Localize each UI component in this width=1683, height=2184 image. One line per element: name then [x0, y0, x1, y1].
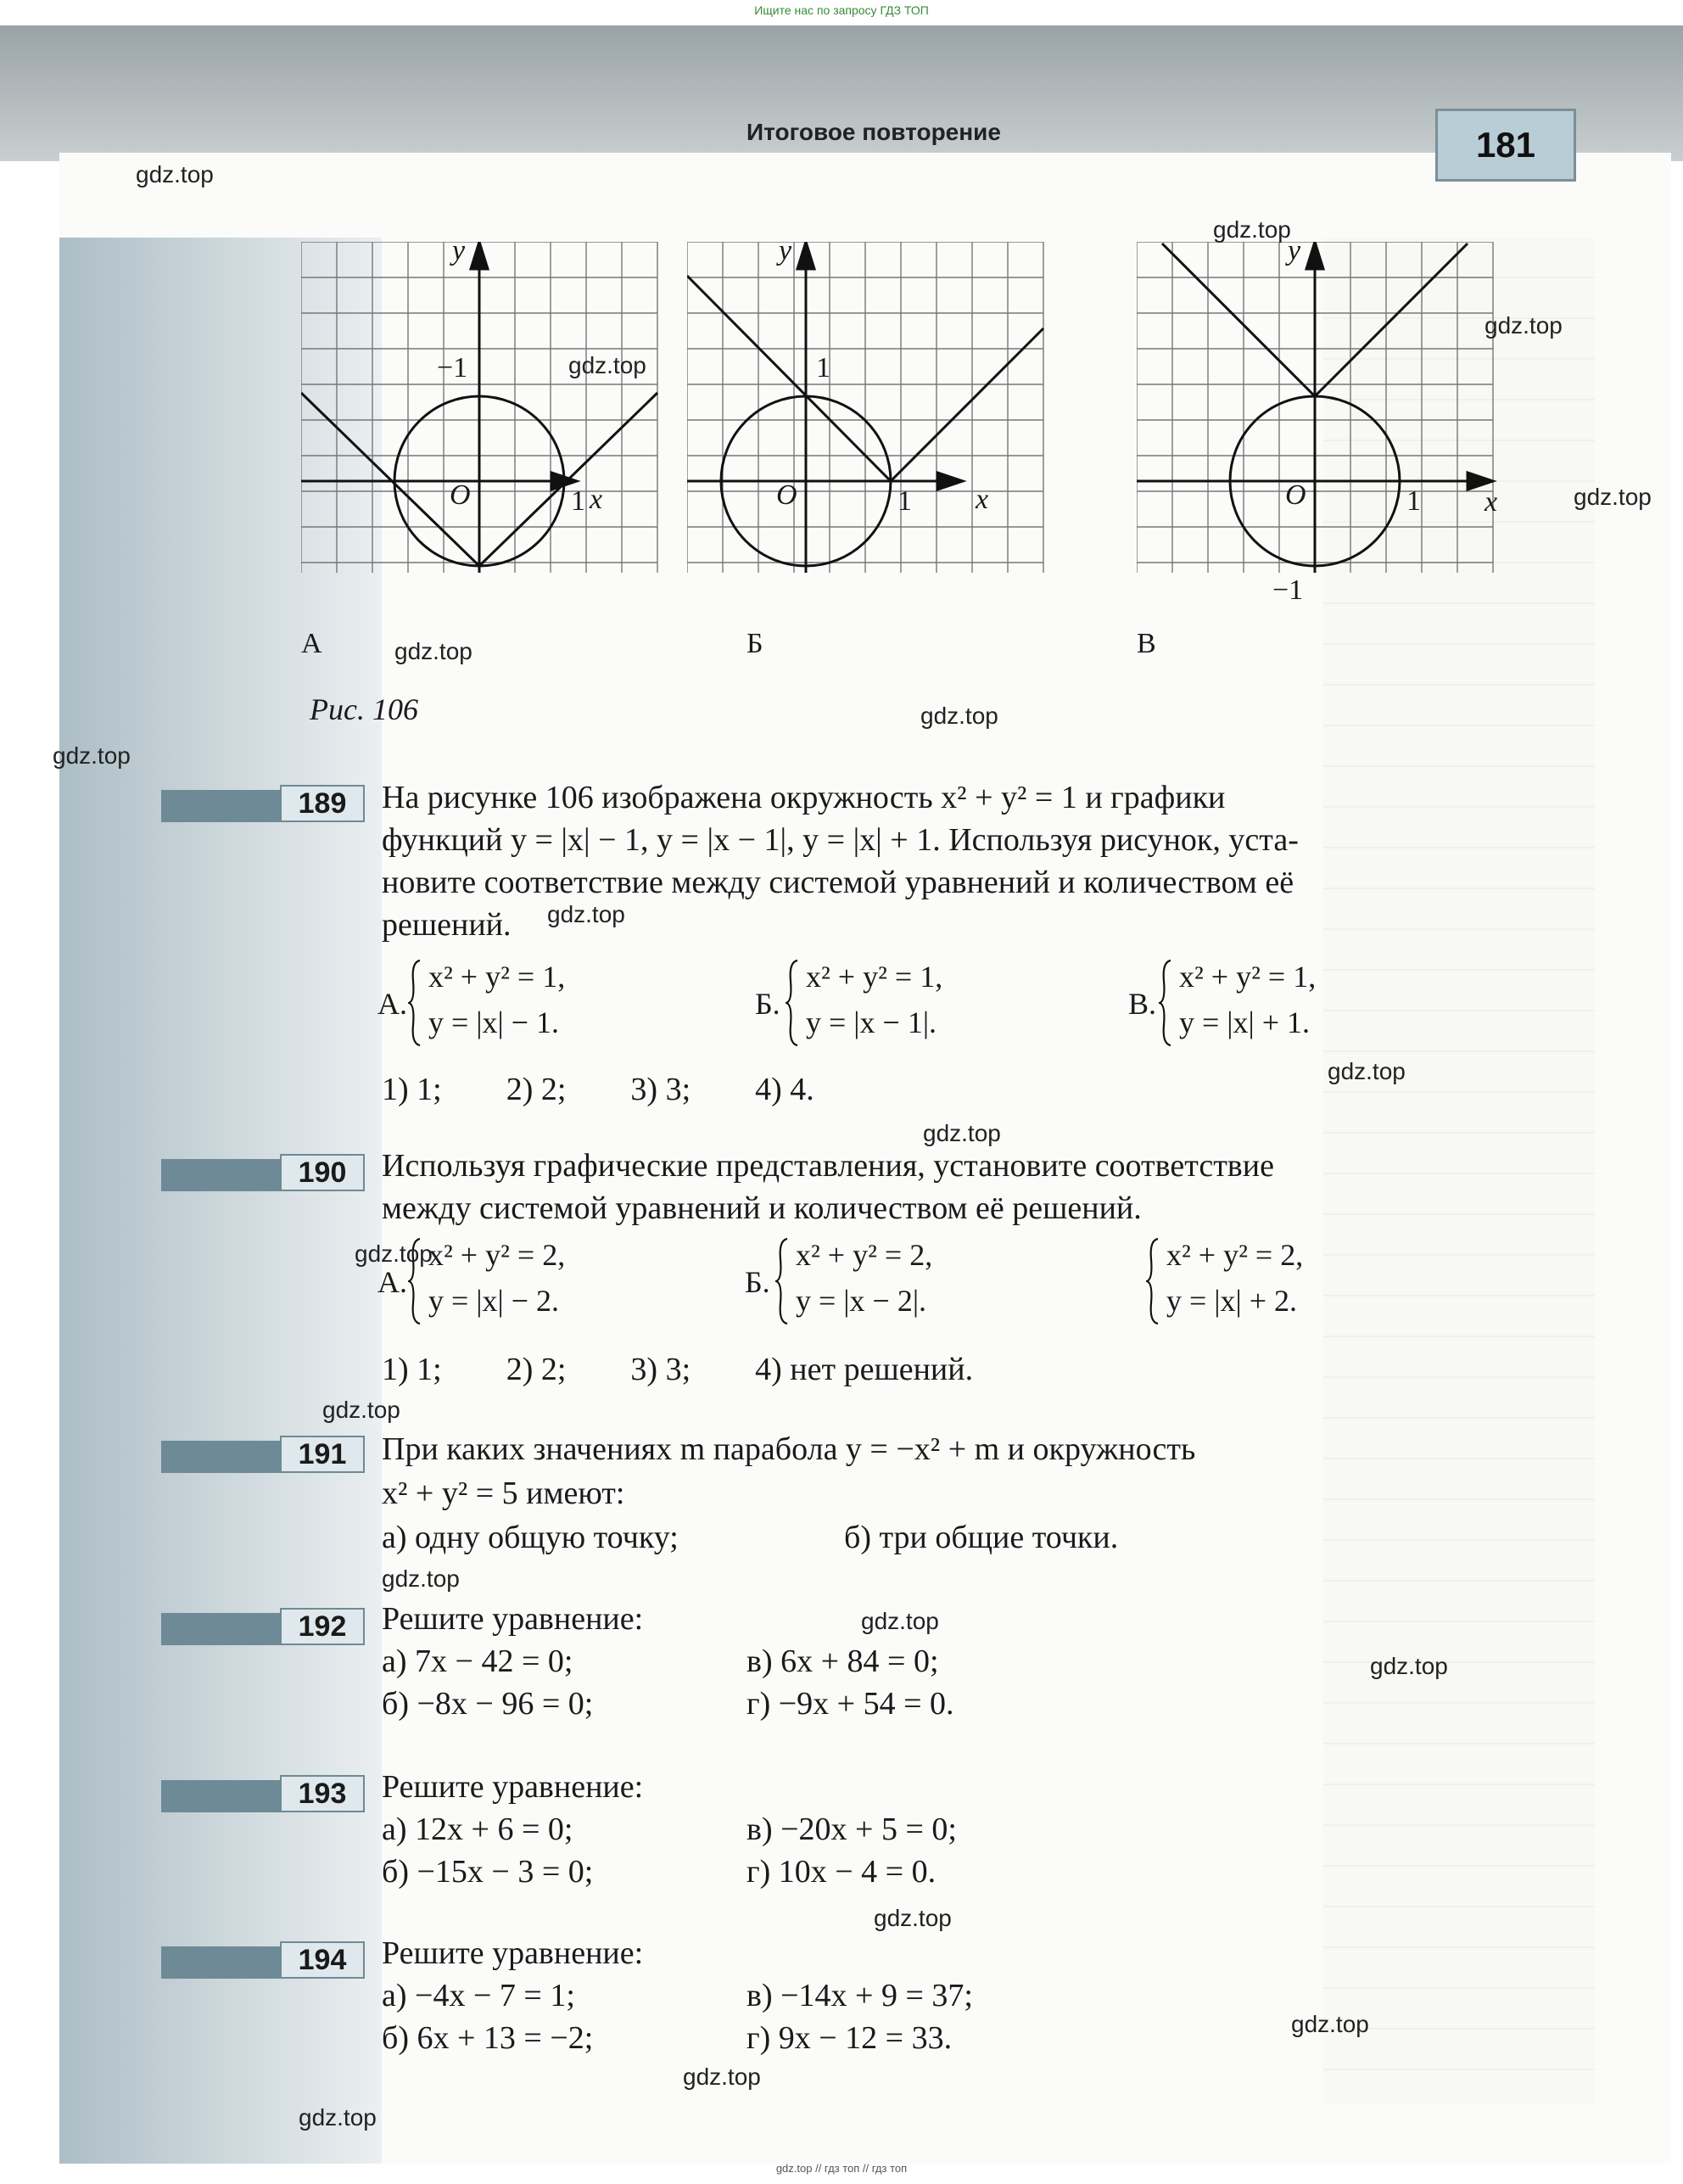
running-title: Итоговое повторение: [746, 119, 1001, 145]
y-axis-label: y: [779, 235, 792, 266]
task-number: 191: [280, 1436, 365, 1473]
task-194-tag: [161, 1941, 372, 1979]
x-axis-label: x: [976, 484, 989, 515]
system-label: Б.: [745, 1265, 770, 1299]
task-192-tag: [161, 1608, 372, 1645]
graph-a-canvas: [301, 242, 670, 577]
task-190-text-2: между системой уравнений и количеством её решений.: [382, 1190, 1142, 1226]
equation-2: y = |x| − 2.: [428, 1284, 560, 1318]
task-number: 193: [280, 1775, 365, 1812]
x-axis-label: x: [590, 484, 603, 515]
origin-label: O: [776, 479, 797, 511]
watermark: gdz.top: [920, 703, 998, 729]
task-tag-bar: [161, 790, 280, 822]
watermark: gdz.top: [568, 352, 646, 378]
task-192-c: в) 6x + 84 = 0;: [746, 1644, 939, 1679]
brace-icon: [408, 959, 422, 1047]
x-axis-arrow: [937, 473, 963, 490]
task-189-text-3: новите соответствие между системой уравнений и количеством её: [382, 865, 1294, 900]
equation-1: x² + y² = 1,: [1179, 960, 1317, 994]
y-axis-arrow: [471, 242, 488, 269]
watermark: gdz.top: [1574, 484, 1652, 510]
task-190-answers: 1) 1; 2) 2; 3) 3; 4) нет решений.: [382, 1352, 974, 1387]
bottom-note: gdz.top // гдз топ // гдз топ: [775, 2162, 908, 2175]
equation-2: y = |x| + 2.: [1166, 1284, 1298, 1318]
task-tag-bar: [161, 1780, 280, 1812]
brace-icon: [1159, 959, 1172, 1047]
system-label: В.: [1128, 987, 1157, 1021]
task-number: 194: [280, 1941, 365, 1979]
watermark: gdz.top: [136, 161, 214, 188]
task-192-a: а) 7x − 42 = 0;: [382, 1644, 573, 1679]
figure-caption: Рис. 106: [310, 692, 418, 726]
equation-1: x² + y² = 2,: [796, 1238, 933, 1272]
task-193-a: а) 12x + 6 = 0;: [382, 1812, 573, 1847]
task-194-intro: Решите уравнение:: [382, 1935, 644, 1971]
y-mark-label: 1: [816, 352, 830, 384]
system-b: [745, 1237, 1101, 1330]
equation-1: x² + y² = 1,: [806, 960, 943, 994]
watermark: gdz.top: [547, 901, 625, 927]
task-194-b: б) 6x + 13 = −2;: [382, 2020, 594, 2056]
task-190-tag: [161, 1154, 372, 1191]
equation-2: y = |x| + 1.: [1179, 1005, 1311, 1039]
x-axis-label: x: [1485, 486, 1498, 518]
grid: [687, 242, 1043, 573]
task-194-c: в) −14x + 9 = 37;: [746, 1978, 973, 2013]
task-tag-bar: [161, 1441, 280, 1473]
watermark: gdz.top: [861, 1608, 939, 1634]
task-189-text-2: функций y = |x| − 1, y = |x − 1|, y = |x| + 1. Используя рисунок, уста-: [382, 822, 1299, 858]
watermark: gdz.top: [355, 1240, 433, 1267]
task-194-a: а) −4x − 7 = 1;: [382, 1978, 575, 2013]
task-number: 192: [280, 1608, 365, 1645]
x-mark-label: 1: [897, 485, 912, 517]
brace-icon: [786, 959, 799, 1047]
system-c: [1115, 1237, 1506, 1330]
equation-2: y = |x − 1|.: [806, 1005, 937, 1039]
origin-label: O: [450, 479, 471, 511]
watermark: gdz.top: [1485, 312, 1563, 339]
watermark: gdz.top: [874, 1905, 952, 1931]
task-189-text-4: решений.: [382, 907, 512, 943]
top-note: Ищите нас по запросу ГДЗ ТОП: [754, 3, 929, 17]
task-191-text-1: При каких значениях m парабола y = −x² + m и окружность: [382, 1431, 1196, 1467]
page-number: 181: [1435, 109, 1576, 182]
watermark: gdz.top: [923, 1120, 1001, 1146]
task-number: 189: [280, 785, 365, 822]
task-tag-bar: [161, 1159, 280, 1191]
graph-b-canvas: [687, 242, 1056, 577]
system-b: [755, 959, 1111, 1052]
watermark: gdz.top: [1213, 216, 1291, 243]
watermark: gdz.top: [683, 2064, 761, 2090]
task-191-option-a: а) одну общую точку;: [382, 1520, 679, 1555]
task-192-b: б) −8x − 96 = 0;: [382, 1686, 594, 1722]
task-192-d: г) −9x + 54 = 0.: [746, 1686, 954, 1722]
task-number: 190: [280, 1154, 365, 1191]
task-193-tag: [161, 1775, 372, 1812]
equation-2: y = |x| − 1.: [428, 1005, 560, 1039]
task-193-intro: Решите уравнение:: [382, 1769, 644, 1805]
task-191-tag: [161, 1436, 372, 1473]
system-label: Б.: [755, 987, 780, 1021]
watermark: gdz.top: [1291, 2011, 1369, 2037]
y-axis-arrow: [1306, 242, 1323, 269]
watermark: gdz.top: [1328, 1058, 1406, 1084]
equation-1: x² + y² = 2,: [428, 1238, 566, 1272]
system-label: А.: [377, 987, 407, 1021]
task-189-tag: [161, 785, 372, 822]
watermark: gdz.top: [322, 1397, 400, 1423]
equation-1: x² + y² = 1,: [428, 960, 566, 994]
watermark: gdz.top: [299, 2104, 377, 2131]
watermark: gdz.top: [1370, 1653, 1448, 1679]
equation-2: y = |x − 2|.: [796, 1284, 927, 1318]
task-193-c: в) −20x + 5 = 0;: [746, 1812, 957, 1847]
x-mark-label: 1: [571, 485, 585, 517]
origin-label: O: [1285, 479, 1306, 511]
watermark: gdz.top: [394, 638, 472, 664]
graph-c-canvas: [1137, 242, 1506, 577]
system-label: А.: [377, 1265, 407, 1299]
system-c: [1128, 959, 1501, 1052]
panel-label: В: [1137, 628, 1156, 659]
equation-1: x² + y² = 2,: [1166, 1238, 1304, 1272]
watermark: gdz.top: [382, 1565, 460, 1592]
task-191-option-b: б) три общие точки.: [844, 1520, 1119, 1555]
brace-icon: [775, 1237, 789, 1325]
y-axis-label: y: [452, 235, 466, 266]
brace-icon: [1146, 1237, 1160, 1325]
task-189-answers: 1) 1; 2) 2; 3) 3; 4) 4.: [382, 1072, 814, 1107]
task-193-d: г) 10x − 4 = 0.: [746, 1854, 937, 1890]
task-194-d: г) 9x − 12 = 33.: [746, 2020, 953, 2056]
x-mark-label: 1: [1406, 485, 1421, 517]
task-tag-bar: [161, 1613, 280, 1645]
task-192-intro: Решите уравнение:: [382, 1601, 644, 1637]
panel-label: Б: [746, 628, 763, 659]
task-191-text-2: x² + y² = 5 имеют:: [382, 1476, 625, 1511]
y-mark-label: −1: [1272, 574, 1304, 606]
y-axis-label: y: [1288, 235, 1301, 266]
graph-b: [687, 235, 1056, 659]
graph-c: [1137, 235, 1506, 659]
task-189-text-1: На рисунке 106 изображена окружность x² + y² = 1 и графики: [382, 780, 1226, 815]
task-tag-bar: [161, 1946, 280, 1979]
y-mark-label: −1: [437, 352, 468, 384]
task-190-text-1: Используя графические представления, установите соответствие: [382, 1148, 1274, 1184]
watermark: gdz.top: [53, 742, 131, 769]
task-193-b: б) −15x − 3 = 0;: [382, 1854, 594, 1890]
system-a: [377, 959, 734, 1052]
panel-label: А: [301, 628, 322, 659]
y-axis-arrow: [797, 242, 814, 269]
